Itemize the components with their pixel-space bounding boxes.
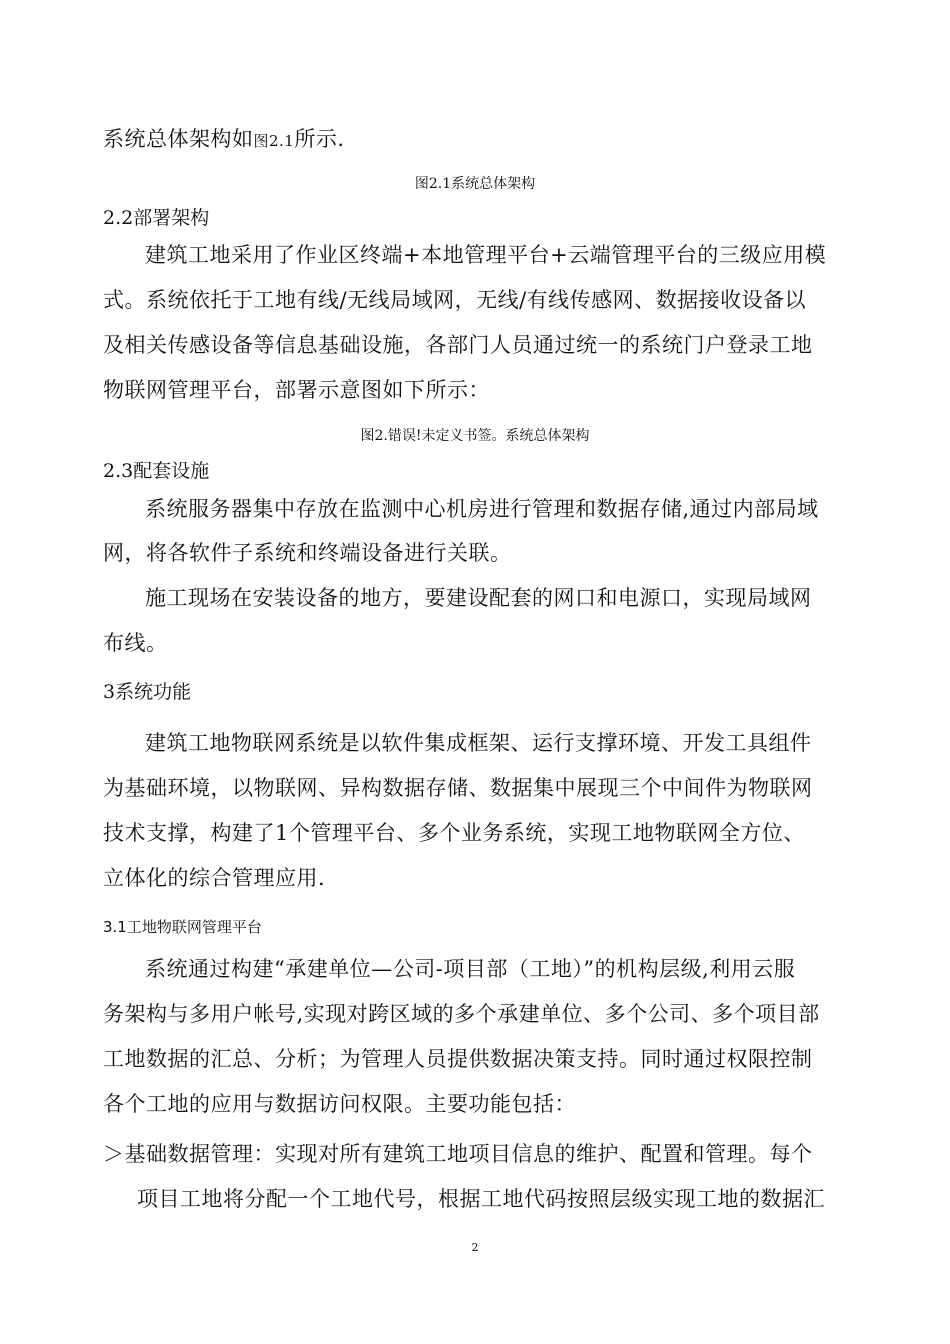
intro-figure-ref: 图2.1	[253, 132, 295, 150]
heading-2-3: 2.3配套设施	[103, 460, 210, 482]
paragraph-line: 建筑工地采用了作业区终端+本地管理平台+云端管理平台的三级应用模	[145, 243, 827, 267]
intro-text-a: 系统总体架构如	[103, 127, 254, 151]
heading-3-1: 3.1工地物联网管理平台	[103, 918, 262, 936]
heading-3: 3系统功能	[103, 681, 192, 703]
paragraph-line: 式。系统依托于工地有线/无线局域网，无线/有线传感网、数据接收设备以	[103, 288, 807, 312]
intro-text-c: 所示.	[294, 127, 345, 151]
paragraph-line: 物联网管理平台，部署示意图如下所示：	[103, 378, 490, 402]
paragraph-line: 网，将各软件子系统和终端设备进行关联。	[103, 541, 512, 565]
paragraph-line: 系统服务器集中存放在监测中心机房进行管理和数据存储,通过内部局域	[145, 497, 819, 521]
intro-paragraph	[103, 126, 345, 154]
paragraph-line: 务架构与多用户帐号,实现对跨区域的多个承建单位、多个公司、多个项目部	[103, 1002, 820, 1026]
paragraph-line: 技术支撑，构建了1个管理平台、多个业务系统，实现工地物联网全方位、	[103, 821, 805, 845]
paragraph-line: 各个工地的应用与数据访问权限。主要功能包括：	[103, 1092, 576, 1116]
paragraph-line: 及相关传感设备等信息基础设施，各部门人员通过统一的系统门户登录工地	[103, 333, 813, 357]
paragraph-line: 系统通过构建“承建单位—公司-项目部（工地）”的机构层级,利用云服	[145, 957, 796, 981]
paragraph-line: 立体化的综合管理应用.	[103, 866, 326, 890]
bullet-line: 项目工地将分配一个工地代号，根据工地代码按照层级实现工地的数据汇	[137, 1187, 825, 1211]
paragraph-line: 施工现场在安装设备的地方，要建设配套的网口和电源口，实现局域网	[145, 586, 812, 610]
paragraph-line: 布线。	[103, 631, 168, 655]
paragraph-line: 工地数据的汇总、分析；为管理人员提供数据决策支持。同时通过权限控制	[103, 1047, 813, 1071]
figure-caption-2-x: 图2.错误!未定义书签。系统总体架构	[360, 428, 590, 444]
heading-2-2: 2.2部署架构	[103, 207, 210, 229]
page-number: 2	[471, 1241, 479, 1254]
paragraph-line: 为基础环境，以物联网、异构数据存储、数据集中展现三个中间件为物联网	[103, 776, 813, 800]
figure-caption-2-1: 图2.1系统总体架构	[414, 176, 536, 192]
paragraph-line: 建筑工地物联网系统是以软件集成框架、运行支撑环境、开发工具组件	[145, 731, 812, 755]
bullet-line: ＞基础数据管理：实现对所有建筑工地项目信息的维护、配置和管理。每个	[103, 1142, 813, 1166]
